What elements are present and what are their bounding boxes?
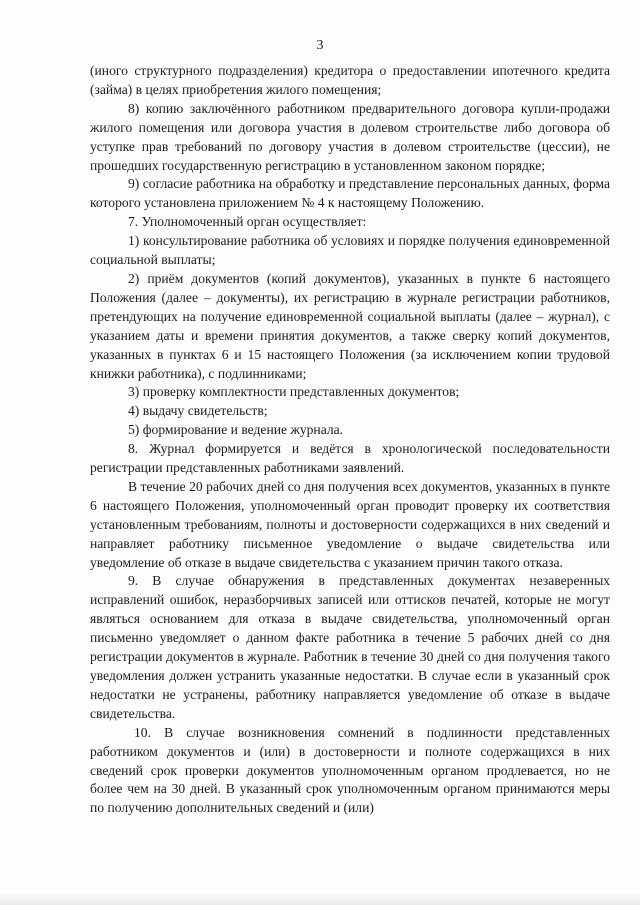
page-number: 3 bbox=[316, 38, 324, 53]
scan-edge-shadow bbox=[0, 893, 640, 905]
paragraph-section-7-item-5: 5) формирование и ведение журнала. bbox=[128, 422, 344, 438]
paragraph-continuation: (иного структурного подразделения) кредитора о предоставлении ипотечного кредита (займа) в целях приобретения жилого помещения; bbox=[90, 63, 610, 97]
paragraph-item-8: 8) копию заключённого работником предварительного договора купли-продажи жилого помещения или договора участия в долевом строительстве либо договора об уступке прав требований по договору участия в долевом строительстве (цессии), не прошедших государственную регистрацию в установленном законом порядке; bbox=[90, 100, 610, 173]
paragraph-section-8-review: В течение 20 рабочих дней со дня получения всех документов, указанных в пункте 6 настоящего Положения, уполномоченный орган проводит проверку их соответствия установленным требованиям, полноты и достоверности содержащихся в них сведений и направляет работнику письменное уведомление о выдаче свидетельства или уведомление об отказе в выдаче свидетельства с указанием причин такого отказа. bbox=[90, 478, 610, 570]
paragraph-section-7-item-4: 4) выдачу свидетельств; bbox=[128, 403, 268, 419]
paragraph-section-8: 8. Журнал формируется и ведётся в хронологической последовательности регистрации представленных работниками заявлений. bbox=[90, 441, 610, 476]
paragraph-section-7: 7. Уполномоченный орган осуществляет: bbox=[128, 214, 367, 230]
paragraph-section-10: 10. В случае возникновения сомнений в подлинности представленных работником документов и (или) в достоверности и полноте содержащихся в них сведений срок проверки документов уполномоченным органом продлевается, но не более чем на 30 дней. В указанный срок уполномоченным органом принимаются меры по получению дополнительных сведений и (или) bbox=[90, 724, 610, 816]
paragraph-section-7-item-3: 3) проверку комплектности представленных документов; bbox=[128, 384, 460, 400]
paragraph-section-7-item-1: 1) консультирование работника об условиях и порядке получения единовременной социальной выплаты; bbox=[90, 233, 610, 268]
paragraph-item-9: 9) согласие работника на обработку и представление персональных данных, форма которого установлена приложением № 4 к настоящему Положению. bbox=[90, 176, 610, 211]
document-body bbox=[90, 62, 610, 818]
paragraph-section-7-item-2: 2) приём документов (копий документов), указанных в пункте 6 настоящего Положения (далее – документы), их регистрацию в журнале регистрации работников, претендующих на получение единовременной социальной выплаты (далее – журнал), с указанием даты и времени принятия документов, а также сверку копий документов, указанных в пунктах 6 и 15 настоящего Положения (за исключением копии трудовой книжки работника), с подлинниками; bbox=[90, 270, 610, 381]
paragraph-section-9: 9. В случае обнаружения в представленных документах незаверенных исправлений ошибок, неразборчивых записей или оттисков печатей, которые не могут являться основанием для отказа в выдаче свидетельства, уполномоченный орган письменно уведомляет о данном факте работника в течение 5 рабочих дней со дня регистрации документов в журнале. Работник в течение 30 дней со дня получения такого уведомления должен устранить указанные недостатки. В случае если в указанный срок недостатки не устранены, работнику направляется уведомление об отказе в выдаче свидетельства. bbox=[90, 573, 610, 721]
